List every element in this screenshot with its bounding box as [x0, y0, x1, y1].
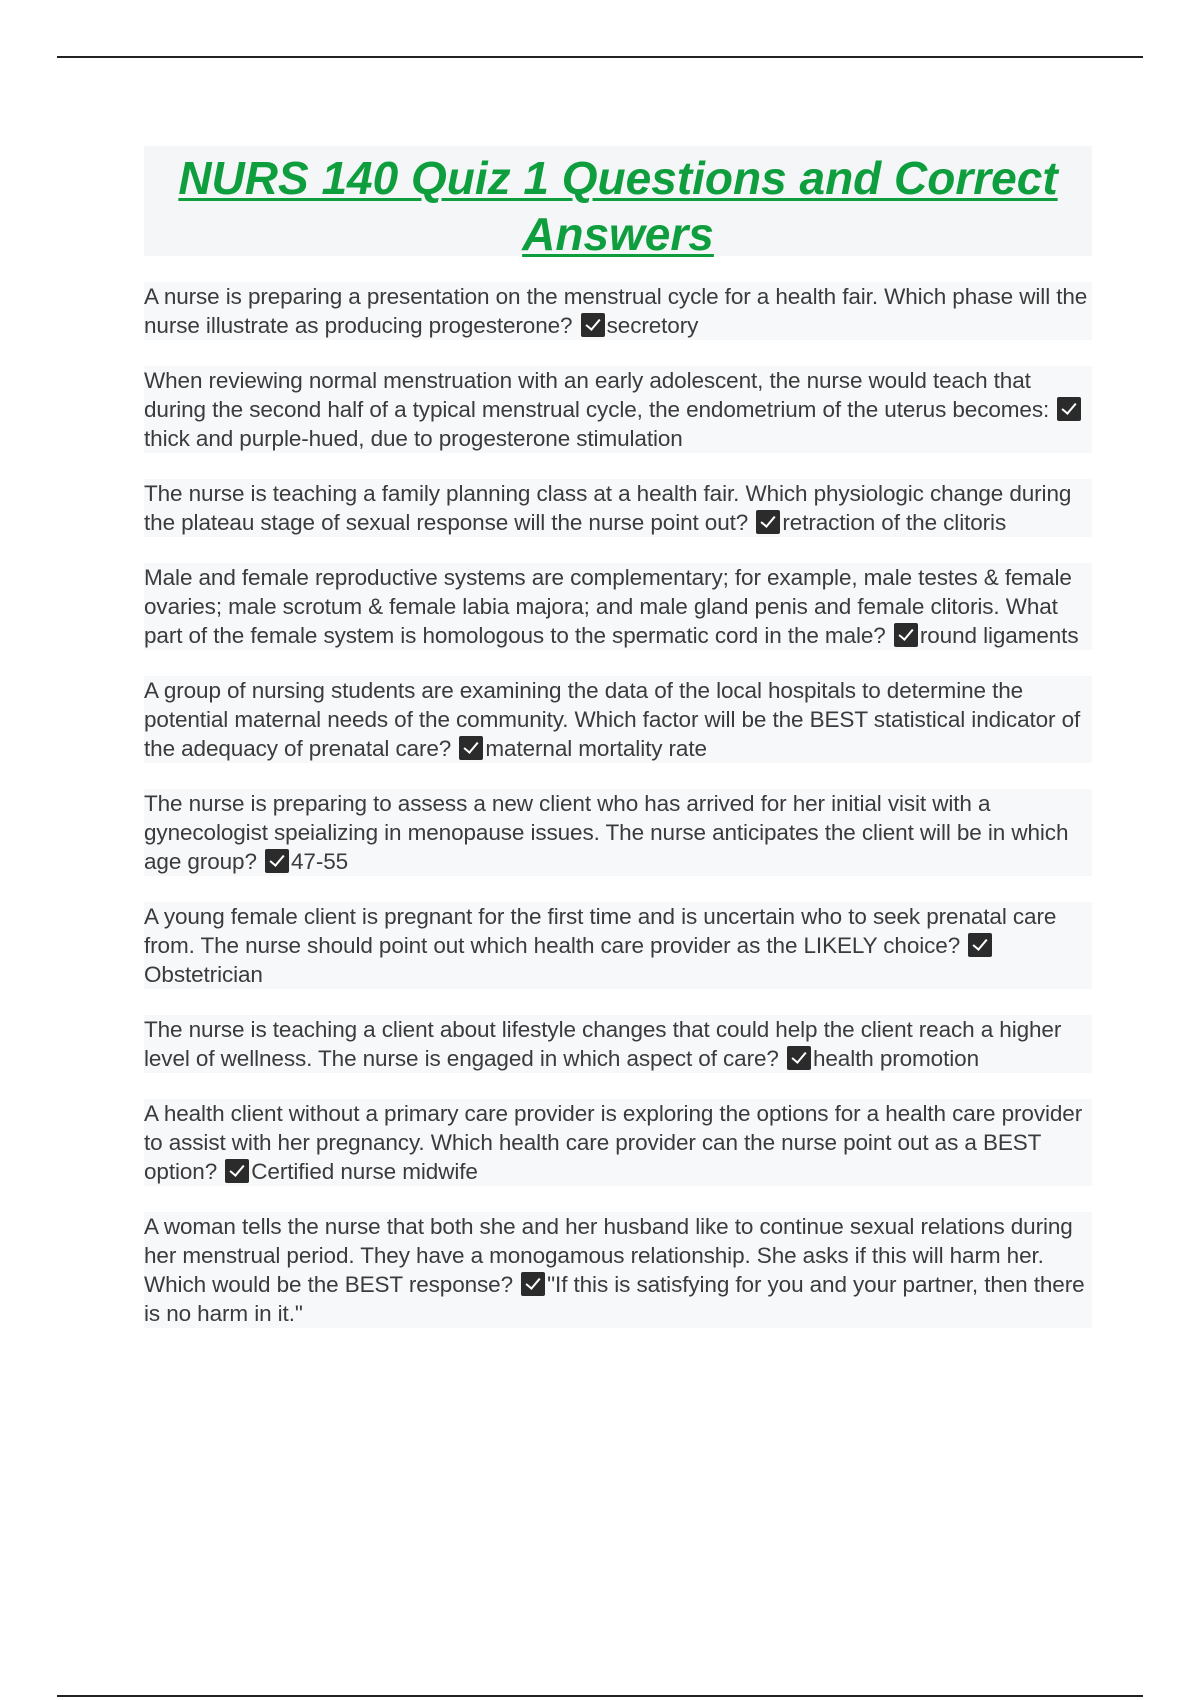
question-text: A health client without a primary care provider is exploring the options for a health care provider to assist with her pregnancy. Which health care provider can the nurse point out as a BEST option? — [144, 1101, 1083, 1184]
answer-text: 47-55 — [291, 849, 349, 874]
qa-item-9 — [144, 1099, 1092, 1186]
qa-item-7 — [144, 902, 1092, 989]
answer-text: round ligaments — [919, 623, 1079, 648]
question-text: A woman tells the nurse that both she and her husband like to continue sexual relations during her menstrual period. They have a monogamous relationship. She asks if this will harm her. Which would be the BEST response? — [144, 1214, 1073, 1297]
question-text: The nurse is teaching a family planning class at a health fair. Which physiologic change during the plateau stage of sexual response will the nurse point out? — [144, 481, 1072, 535]
check-box-icon — [787, 1046, 811, 1070]
qa-list — [144, 282, 1092, 1354]
answer-text: secretory — [606, 313, 699, 338]
check-box-icon — [521, 1272, 545, 1296]
check-box-icon — [265, 849, 289, 873]
answer-text: retraction of the clitoris — [782, 510, 1007, 535]
answer-text: maternal mortality rate — [485, 736, 707, 761]
question-text: The nurse is teaching a client about lifestyle changes that could help the client reach a higher level of wellness. The nurse is engaged in which aspect of care? — [144, 1017, 1062, 1071]
qa-item-1 — [144, 282, 1092, 340]
document-title: NURS 140 Quiz 1 Questions and Correct Answers — [178, 152, 1058, 260]
page-top-rule — [57, 56, 1143, 58]
answer-text: "If this is satisfying for you and your partner, then there is no harm in it." — [144, 1272, 1085, 1326]
qa-item-2 — [144, 366, 1092, 453]
question-text: Male and female reproductive systems are complementary; for example, male testes & female ovaries; male scrotum & female labia majora; and male gland penis and female clitoris. What part of the female system is homologous to the spermatic cord in the male? — [144, 565, 1072, 648]
check-box-icon — [1057, 397, 1081, 421]
question-text: The nurse is preparing to assess a new client who has arrived for her initial visit with a gynecologist speializing in menopause issues. The nurse anticipates the client will be in which age group? — [144, 791, 1069, 874]
question-text: A young female client is pregnant for the first time and is uncertain who to seek prenatal care from. The nurse should point out which health care provider as the LIKELY choice? — [144, 904, 1057, 958]
page-bottom-rule — [57, 1695, 1143, 1697]
title-block — [144, 146, 1092, 260]
answer-text: health promotion — [812, 1046, 979, 1071]
qa-item-10 — [144, 1212, 1092, 1328]
question-text: When reviewing normal menstruation with an early adolescent, the nurse would teach that during the second half of a typical menstrual cycle, the endometrium of the uterus becomes: — [144, 368, 1050, 422]
qa-item-3 — [144, 479, 1092, 537]
question-text: A group of nursing students are examining the data of the local hospitals to determine the potential maternal needs of the community. Which factor will be the BEST statistical indicator of the adequacy of prenatal care? — [144, 678, 1081, 761]
check-box-icon — [968, 933, 992, 957]
check-box-icon — [894, 623, 918, 647]
answer-text: thick and purple-hued, due to progesterone stimulation — [144, 426, 683, 451]
qa-item-4 — [144, 563, 1092, 650]
qa-item-6 — [144, 789, 1092, 876]
check-box-icon — [225, 1159, 249, 1183]
answer-text: Certified nurse midwife — [251, 1159, 478, 1184]
qa-item-8 — [144, 1015, 1092, 1073]
qa-item-5 — [144, 676, 1092, 763]
check-box-icon — [581, 313, 605, 337]
answer-text: Obstetrician — [144, 962, 263, 987]
question-text: A nurse is preparing a presentation on the menstrual cycle for a health fair. Which phase will the nurse illustrate as producing progesterone? — [144, 284, 1088, 338]
check-box-icon — [459, 736, 483, 760]
check-box-icon — [756, 510, 780, 534]
